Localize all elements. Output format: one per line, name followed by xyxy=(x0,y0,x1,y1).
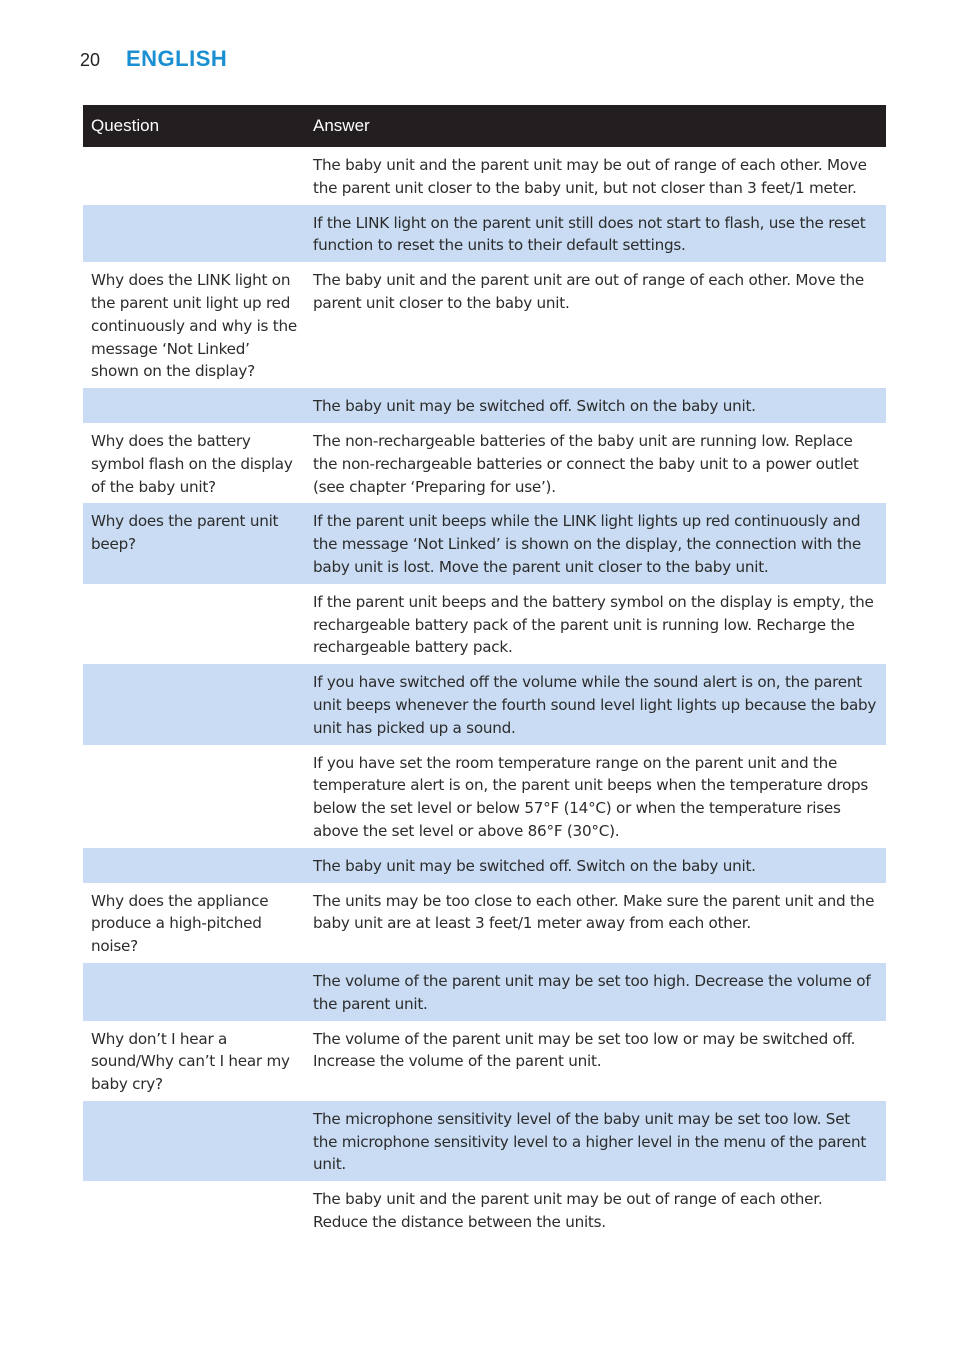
column-header-question: Question xyxy=(83,105,305,147)
answer-cell: The microphone sensitivity level of the baby unit may be set too low. Set the microphone sensitivity level to a higher level in the menu of the parent unit. xyxy=(305,1101,886,1181)
column-header-answer: Answer xyxy=(305,105,886,147)
answer-cell: The non-rechargeable batteries of the baby unit are running low. Replace the non-rechargeable batteries or connect the baby unit to a power outlet (see chapter ‘Preparing for use’). xyxy=(313,431,859,496)
table-row xyxy=(83,1101,886,1181)
question-cell xyxy=(83,388,305,423)
table-row xyxy=(83,745,886,848)
table-row xyxy=(83,205,886,263)
answer-cell: If the LINK light on the parent unit still does not start to flash, use the reset function to reset the units to their default settings. xyxy=(305,205,886,263)
answer-cell: The volume of the parent unit may be set too high. Decrease the volume of the parent unit. xyxy=(305,963,886,1021)
table-row xyxy=(83,963,886,1021)
table-row xyxy=(83,1181,886,1239)
answer-cell: The baby unit may be switched off. Switch on the baby unit. xyxy=(305,388,886,423)
answer-cell: The units may be too close to each other. Make sure the parent unit and the baby unit are at least 3 feet/1 meter away from each other. xyxy=(313,891,875,933)
answer-cell: The baby unit may be switched off. Switch on the baby unit. xyxy=(305,848,886,883)
page-header xyxy=(80,46,227,76)
answer-cell: The baby unit and the parent unit are out of range of each other. Move the parent unit closer to the baby unit. xyxy=(313,271,864,312)
answer-cell: The baby unit and the parent unit may be out of range of each other. Move the parent unit closer to the baby unit, but not closer than 3 feet/1 meter. xyxy=(313,156,867,197)
question-cell xyxy=(83,963,305,1021)
table-row xyxy=(83,262,886,388)
page-number: 20 xyxy=(80,50,101,70)
question-cell xyxy=(83,1101,305,1181)
table-header-row xyxy=(83,105,886,147)
table-row xyxy=(83,848,886,883)
question-cell xyxy=(83,848,305,883)
table-row xyxy=(83,503,886,583)
answer-cell: If you have switched off the volume while the sound alert is on, the parent unit beeps whenever the fourth sound level light lights up because the baby unit has picked up a sound. xyxy=(305,664,886,744)
question-cell: Why does the LINK light on the parent unit light up red continuously and why is the message ‘Not Linked’ shown on the display? xyxy=(91,271,297,381)
answer-cell: The volume of the parent unit may be set too low or may be switched off. Increase the volume of the parent unit. xyxy=(313,1029,856,1071)
table-row xyxy=(83,883,886,963)
question-cell: Why does the parent unit beep? xyxy=(83,503,305,583)
question-cell: Why don’t I hear a sound/Why can’t I hear my baby cry? xyxy=(91,1029,290,1094)
question-cell: Why does the appliance produce a high-pitched noise? xyxy=(91,891,269,956)
question-cell xyxy=(83,745,305,848)
question-cell xyxy=(83,147,305,205)
table-row xyxy=(83,584,886,664)
answer-cell: If you have set the room temperature range on the parent unit and the temperature alert is on, the parent unit beeps when the temperature drops below the set level or below 57°F (14°C) or when the temperature rises above the set level or above 86°F (30°C). xyxy=(313,753,869,840)
table-row xyxy=(83,664,886,744)
faq-table xyxy=(83,105,886,1239)
answer-cell: If the parent unit beeps while the LINK light lights up red continuously and the message ‘Not Linked’ is shown on the display, the connection with the baby unit is lost. Move the parent unit closer to the baby unit. xyxy=(305,503,886,583)
table-row xyxy=(83,147,886,205)
section-title: ENGLISH xyxy=(126,46,228,71)
question-cell: Why does the battery symbol flash on the display of the baby unit? xyxy=(91,431,293,496)
question-cell xyxy=(83,1181,305,1239)
question-cell xyxy=(83,584,305,664)
question-cell xyxy=(83,664,305,744)
table-row xyxy=(83,423,886,503)
answer-cell: If the parent unit beeps and the battery symbol on the display is empty, the rechargeable battery pack of the parent unit is running low. Recharge the rechargeable battery pack. xyxy=(313,592,874,657)
answer-cell: The baby unit and the parent unit may be out of range of each other. Reduce the distance between the units. xyxy=(313,1190,823,1232)
table-body xyxy=(83,147,886,1239)
table-row xyxy=(83,388,886,423)
table-row xyxy=(83,1021,886,1101)
question-cell xyxy=(83,205,305,263)
